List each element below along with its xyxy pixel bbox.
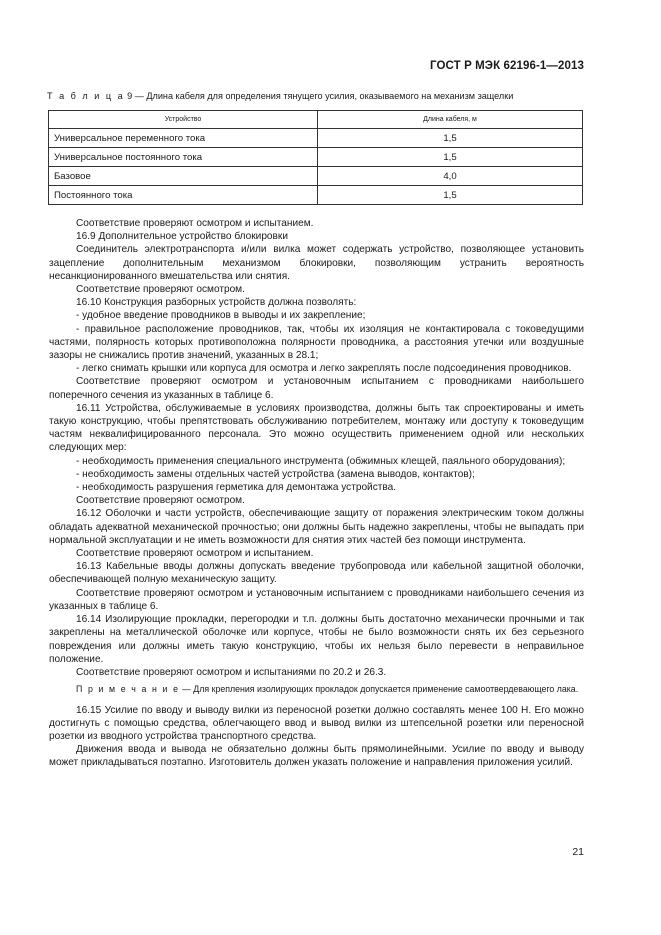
section-heading: 16.9 Дополнительное устройство блокировки	[76, 231, 288, 243]
note-text: — Для крепления изолирующих прокладок допускается применение самоотвердевающего лака.	[179, 684, 579, 695]
table-caption	[47, 91, 513, 101]
table-cell-device: Универсальное постоянного тока	[49, 148, 318, 167]
table-cell-device: Базовое	[49, 167, 318, 186]
list-item: - необходимость замены отдельных частей устройства (замена выводов, контактов);	[76, 468, 475, 480]
table-cell-length: 1,5	[318, 148, 583, 167]
paragraph: Соответствие проверяют осмотром и установочным испытанием с проводниками наибольшего поперечного сечения из указанных в таблице 6.	[49, 376, 584, 401]
note-label: П р и м е ч а н и е	[76, 684, 180, 695]
paragraph: 16.11 Устройства, обслуживаемые в условиях производства, должны быть так спроектированы и иметь такую конструкцию, чтобы препятствовать обслуживанию потребителем, монтажу или доступу к токоведущим частям неквалифицированного персонала. Это можно осуществить применением одной или нескольких следующих мер:	[49, 402, 584, 454]
table-cell-device: Универсальное переменного тока	[49, 129, 318, 148]
paragraph: 16.14 Изолирующие прокладки, перегородки и т.п. должны быть достаточно механически прочными и так закреплены на металлической оболочке или корпусе, чтобы не было возможности снять их без серьезного повреждения или должны иметь такую конструкцию, чтобы их нельзя было перевести в неправильное положение.	[49, 614, 584, 665]
paragraph: 16.12 Оболочки и части устройств, обеспечивающие защиту от поражения электрическим током должны обладать адекватной механической прочностью; они должны быть надежно закреплены, чтобы не выпадать при нормальной эксплуатации и не иметь возможности для снятия этих частей без помощи инструмента.	[49, 508, 584, 546]
list-item: - легко снимать крышки или корпуса для осмотра и легко закреплять после подсоединения проводников.	[76, 363, 572, 375]
paragraph: Движения ввода и вывода не обязательно должны быть прямолинейными. Усилие по вводу и выводу может прикладываться поэтапно. Изготовитель должен указать положение и направления приложения усилий.	[49, 744, 584, 769]
note	[49, 683, 584, 696]
list-item: - правильное расположение проводников, так, чтобы их изоляция не контактировала с токоведущими частями, полярность которых противоположна полярности проводника, а расстояния утечки или воздушные зазоры не снижались против значений, указанных в 28.1;	[49, 323, 584, 362]
table-cell-length: 1,5	[318, 129, 583, 148]
cable-length-table	[48, 110, 583, 205]
document-body	[49, 217, 584, 770]
paragraph: 16.10 Конструкция разборных устройств должна позволять:	[76, 297, 357, 309]
page-number: 21	[572, 846, 584, 858]
table-cell-device: Постоянного тока	[49, 186, 318, 205]
table-caption-text: 9 — Длина кабеля для определения тянущего усилия, оказываемого на механизм защелки	[124, 91, 514, 101]
paragraph: Соответствие проверяют осмотром и испытанием.	[76, 548, 314, 560]
table-header-device: Устройство	[49, 111, 318, 129]
list-item: - удобное введение проводников в выводы и их закрепление;	[76, 310, 366, 322]
paragraph: Соответствие проверяют осмотром и испытанием.	[76, 218, 314, 229]
paragraph: Соответствие проверяют осмотром и испытаниями по 20.2 и 26.3.	[76, 666, 387, 678]
table-cell-length: 4,0	[318, 167, 583, 186]
list-item: - необходимость применения специального инструмента (обжимных клещей, паяльного оборудования);	[76, 455, 566, 467]
table-row	[49, 129, 583, 148]
table-row	[49, 167, 583, 186]
paragraph: 16.13 Кабельные вводы должны допускать введение трубопровода или кабельной защитной оболочки, обеспечивающей полную механическую защиту.	[49, 561, 584, 586]
paragraph: Соответствие проверяют осмотром.	[76, 495, 245, 507]
standard-header: ГОСТ Р МЭК 62196-1—2013	[430, 60, 584, 72]
table-header-row	[49, 111, 583, 129]
paragraph: 16.15 Усилие по вводу и выводу вилки из переносной розетки должно составлять менее 100 Н. Его можно достигнуть с помощью средства, облегчающего ввод и вывод вилки из штепсельной розетки или переносной розетки из вводного устройства транспортного средства.	[49, 704, 584, 743]
table-caption-label: Т а б л и ц а	[47, 91, 125, 101]
paragraph: Соединитель электротранспорта и/или вилка может содержать устройство, позволяющее установить зацепление дополнительным механизмом блокировки, позволяющим устранить вероятность несанкционированного вмешательства или снятия.	[49, 244, 584, 282]
paragraph: Соответствие проверяют осмотром.	[76, 284, 245, 296]
paragraph: Соответствие проверяют осмотром и установочным испытанием с проводниками наибольшего сечения из указанных в таблице 6.	[49, 587, 584, 612]
table-header-length: Длина кабеля, м	[318, 111, 583, 129]
list-item: - необходимость разрушения герметика для демонтажа устройства.	[76, 482, 397, 494]
table-row	[49, 186, 583, 205]
table-row	[49, 148, 583, 167]
table-cell-length: 1,5	[318, 186, 583, 205]
